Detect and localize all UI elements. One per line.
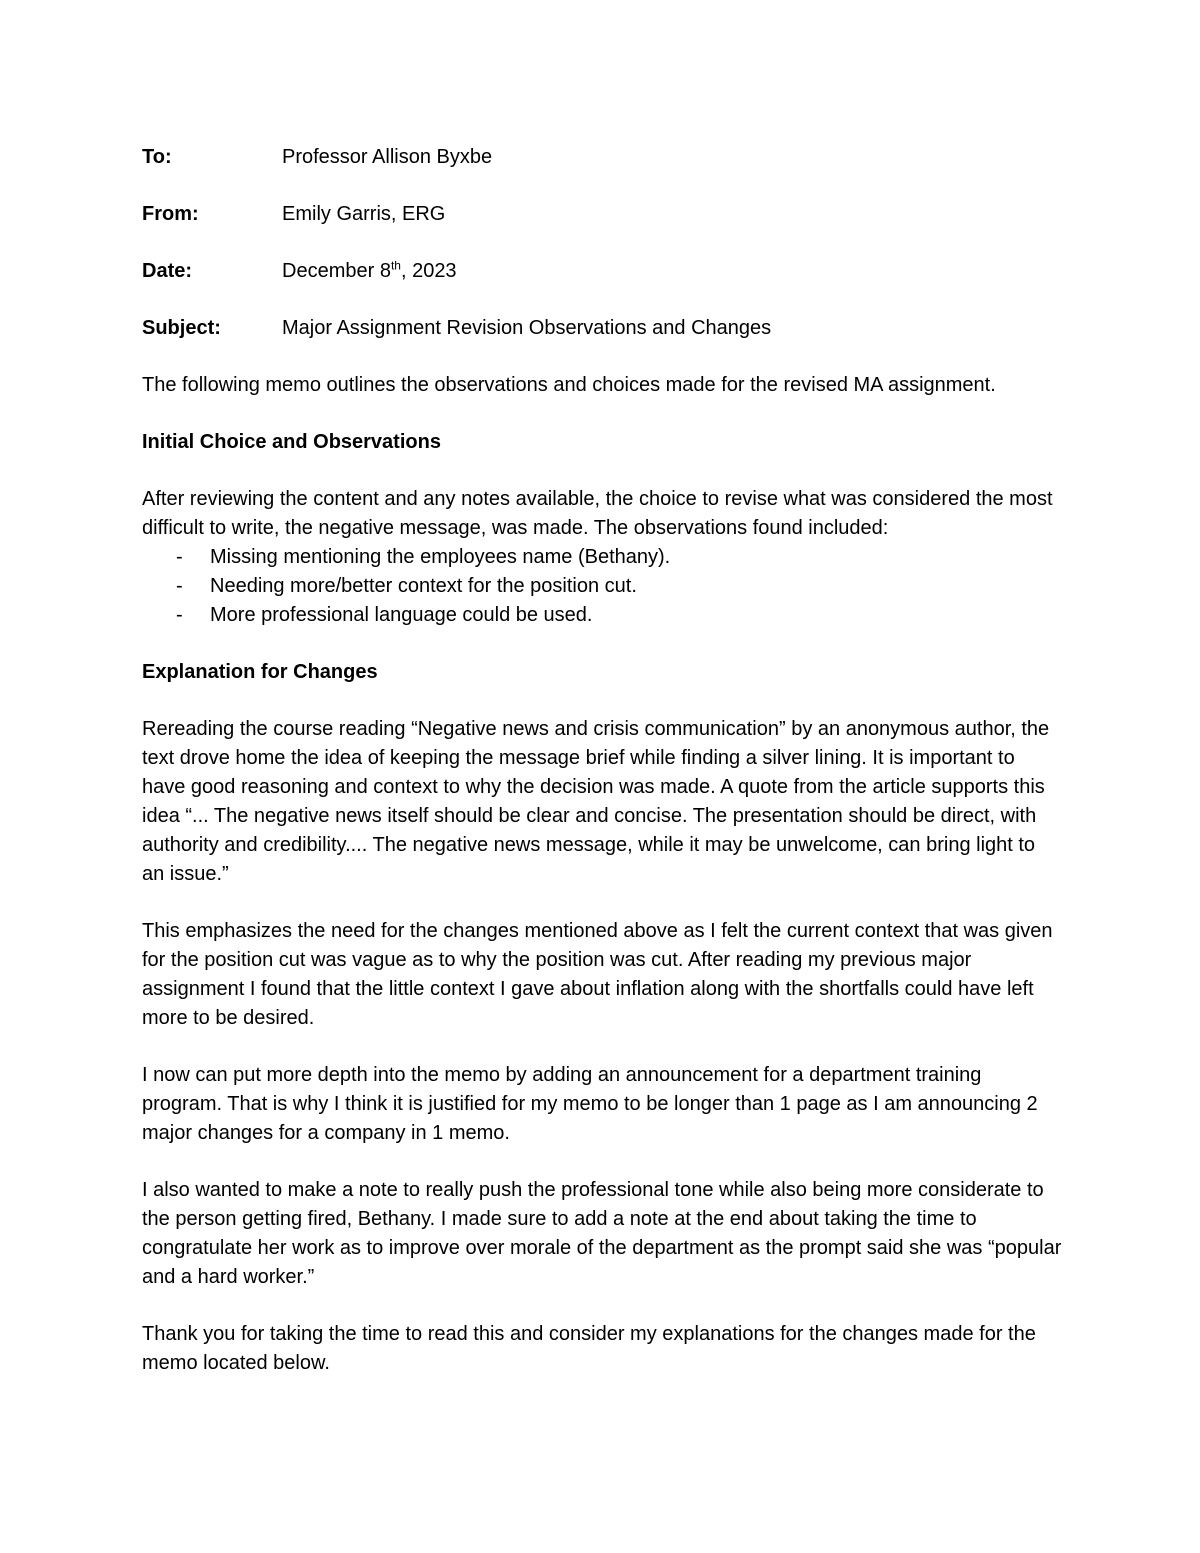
date-value [282,257,1062,286]
observations-list [142,543,1062,630]
list-item [142,601,1062,630]
bullet-dash: - [176,575,183,597]
list-item-text: More professional language could be used. [210,604,593,626]
subject-label: Subject: [142,317,221,339]
from-label: From: [142,203,199,225]
to-value: Professor Allison Byxbe [282,146,493,168]
date-value-sup: th [390,258,401,273]
list-item-text: Missing mentioning the employees name (Bethany). [210,546,671,568]
body-paragraph: Rereading the course reading “Negative news and crisis communication” by an anonymous author, the text drove home the idea of keeping the message brief while finding a silver lining. It is important to have good reasoning and context to why the decision was made. A quote from the article supports this idea “... The negative news itself should be clear and concise. The presentation should be direct, with authority and credibility.... The negative news message, while it may be unwelcome, can bring light to an issue.” [142,718,1050,885]
section-heading-explanation: Explanation for Changes [142,661,378,683]
date-value-rest: , 2023 [400,260,457,282]
memo-date-row [142,257,1062,286]
memo-from-row [142,200,1062,229]
observations-lead-paragraph: After reviewing the content and any notes available, the choice to revise what was considered the most difficult to write, the negative message, was made. The observations found included: [142,488,1053,539]
memo-page [142,143,1062,1406]
to-label: To: [142,146,172,168]
from-value: Emily Garris, ERG [282,203,446,225]
closing-paragraph: Thank you for taking the time to read this and consider my explanations for the changes made for the memo located below. [142,1323,1036,1374]
date-label: Date: [142,260,193,282]
memo-subject-row [142,314,1062,343]
date-value-main: December 8 [282,260,391,282]
intro-paragraph: The following memo outlines the observations and choices made for the revised MA assignment. [142,374,996,396]
list-item [142,543,1062,572]
memo-to-row [142,143,1062,172]
list-item [142,572,1062,601]
list-item-text: Needing more/better context for the position cut. [210,575,637,597]
bullet-dash: - [176,546,183,568]
bullet-dash: - [176,604,183,626]
section-heading-initial-choice: Initial Choice and Observations [142,431,441,453]
body-paragraph: I also wanted to make a note to really push the professional tone while also being more considerate to the person getting fired, Bethany. I made sure to add a note at the end about taking the time to congratulate her work as to improve over morale of the department as the prompt said she was “popular and a hard worker.” [142,1179,1062,1288]
subject-value: Major Assignment Revision Observations and Changes [282,317,772,339]
body-paragraph: This emphasizes the need for the changes mentioned above as I felt the current context that was given for the position cut was vague as to why the position was cut. After reading my previous major assignment I found that the little context I gave about inflation along with the shortfalls could have left more to be desired. [142,920,1053,1029]
body-paragraph: I now can put more depth into the memo by adding an announcement for a department training program. That is why I think it is justified for my memo to be longer than 1 page as I am announcing 2 major changes for a company in 1 memo. [142,1064,1038,1144]
